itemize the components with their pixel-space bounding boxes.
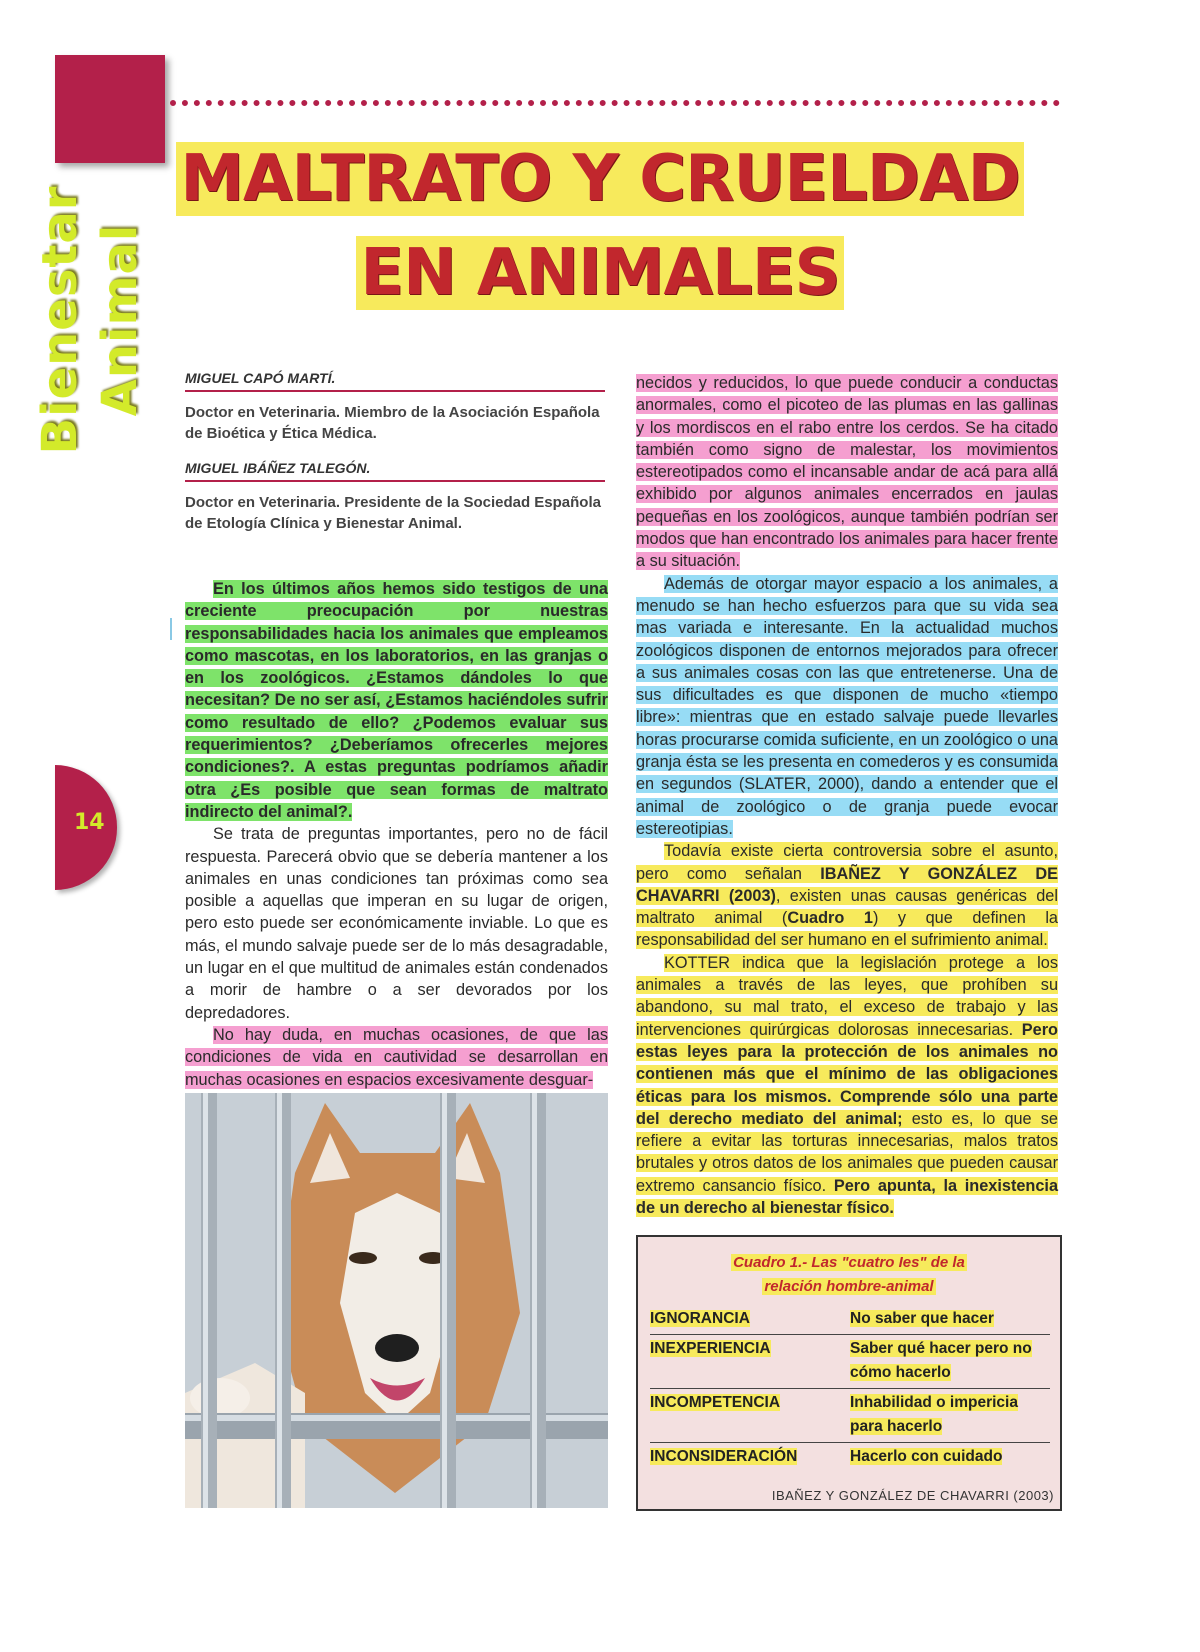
cuadro-1 [636,1235,1062,1511]
table-source: IBAÑEZ Y GONZÁLEZ DE CHAVARRI (2003) [771,1488,1054,1503]
author-desc: Doctor en Veterinaria. Miembro de la Asociación Española de Bioética y Ética Médica. [185,404,600,442]
paragraph: Todavía existe cierta controversia sobre el asunto, pero como señalan IBAÑEZ Y GONZÁLEZ DE CHAVARRI (2003), existen unas causas genéricas del maltrato animal (Cuadro 1) y que definen la responsabilidad del ser humano en el sufrimiento animal. [636,842,1058,950]
dotted-divider [170,100,1060,106]
table-row: INEXPERIENCIA Saber qué hacer pero no cómo hacerlo [650,1335,1050,1389]
text-cursor [170,618,172,640]
author-desc: Doctor en Veterinaria. Presidente de la Sociedad Española de Etología Clínica y Bienestar Animal. [185,494,601,532]
table-title: Cuadro 1.- Las "cuatro Ies" de la relación hombre-animal [733,1254,965,1295]
paragraph: Además de otorgar mayor espacio a los animales, a menudo se han hecho esfuerzos para que su vida sea mas variada e interesante. En la actualidad muchos zoológicos disponen de entornos mejorados para ofrecer a sus animales cosas con las que entretenerse. Una de sus dificultades es que disponen de mucho «tiempo libre»: mientras que en estado salvaje puede llevarles horas procurarse comida suficiente, en un zoológico o una granja ésta se les presenta en comederos y es consumida en segundos (SLATER, 2000), dando a entender que el animal de zoológico o de granja puede evocar estereotipias. [636,574,1058,838]
table-row: IGNORANCIA No saber que hacer [650,1305,1050,1335]
intro-paragraph: En los últimos años hemos sido testigos de una creciente preocupación por nuestras responsabilidades hacia los animales que empleamos como mascotas, en los laboratorios, en las granjas o en los zoológicos. ¿Estamos dándoles lo que necesitan? De no ser así, ¿Estamos haciéndoles sufrir como resultado de ello? ¿Podemos evaluar sus requerimientos? ¿Deberíamos ofrecerles mejores condiciones?. A estas preguntas podríamos añadir otra ¿Es posible que sean formas de maltrato indirecto del animal?. [185,580,608,821]
left-column [185,578,608,1091]
paragraph: Se trata de preguntas importantes, pero no de fácil respuesta. Parecerá obvio que se debería mantener a los animales en unas condiciones tan próximas como sea posible a aquellas que imperan en su lugar de origen, pero esto puede ser económicamente inviable. Lo que es más, el mundo salvaje puede ser de lo más desagradable, un lugar en el que multitud de animales están condenados a morir de hambre o a ser devorados por los depredadores. [185,825,608,1022]
title-line-2: EN ANIMALES [0,236,1200,310]
causes-table [650,1305,1050,1472]
author-name: MIGUEL IBÁÑEZ TALEGÓN. [185,460,605,482]
paragraph: necidos y reducidos, lo que puede conducir a conductas anormales, como el picoteo de las plumas en las gallinas y los mordiscos en el rabo entre los cerdos. Se ha citado también como signo de malestar, los movimientos estereotipados como el incansable andar de acá para allá exhibido por algunos animales encerrados en jaulas pequeñas en los zoológicos, aunque también podrían ser modos que han encontrado los animales para hacer frente a su situación. [636,374,1058,571]
husky-photo [185,1093,608,1508]
table-row: INCONSIDERACIÓN Hacerlo con cuidado [650,1448,1003,1465]
authors [185,370,605,550]
section-title: Bienestar Animal [32,185,148,455]
table-row: INCOMPETENCIA Inhabilidad o impericia para hacerlo [650,1389,1050,1443]
right-column [636,372,1058,1219]
page-number: 14 [74,810,105,835]
author-name: MIGUEL CAPÓ MARTÍ. [185,370,605,392]
title-line-1: MALTRATO Y CRUELDAD [0,142,1200,216]
paragraph: No hay duda, en muchas ocasiones, de que las condiciones de vida en cautividad se desarrollan en muchas ocasiones en espacios excesivamente desguar- [185,1025,608,1089]
paragraph: KOTTER indica que la legislación protege a los animales a través de las leyes, que prohíben su abandono, su mal trato, el exceso de trabajo y las intervenciones quirúrgicas dolorosas innecesarias. Pero estas leyes para la protección de los animales no contienen más que el mínimo de las obligaciones éticas para los mismos. Comprende sólo una parte del derecho mediato del animal; esto es, lo que se refiere a evitar las torturas innecesarias, malos tratos brutales y otros datos de los animales que pueden causar extremo cansancio físico. Pero apunta, la inexistencia de un derecho al bienestar físico. [636,953,1058,1217]
